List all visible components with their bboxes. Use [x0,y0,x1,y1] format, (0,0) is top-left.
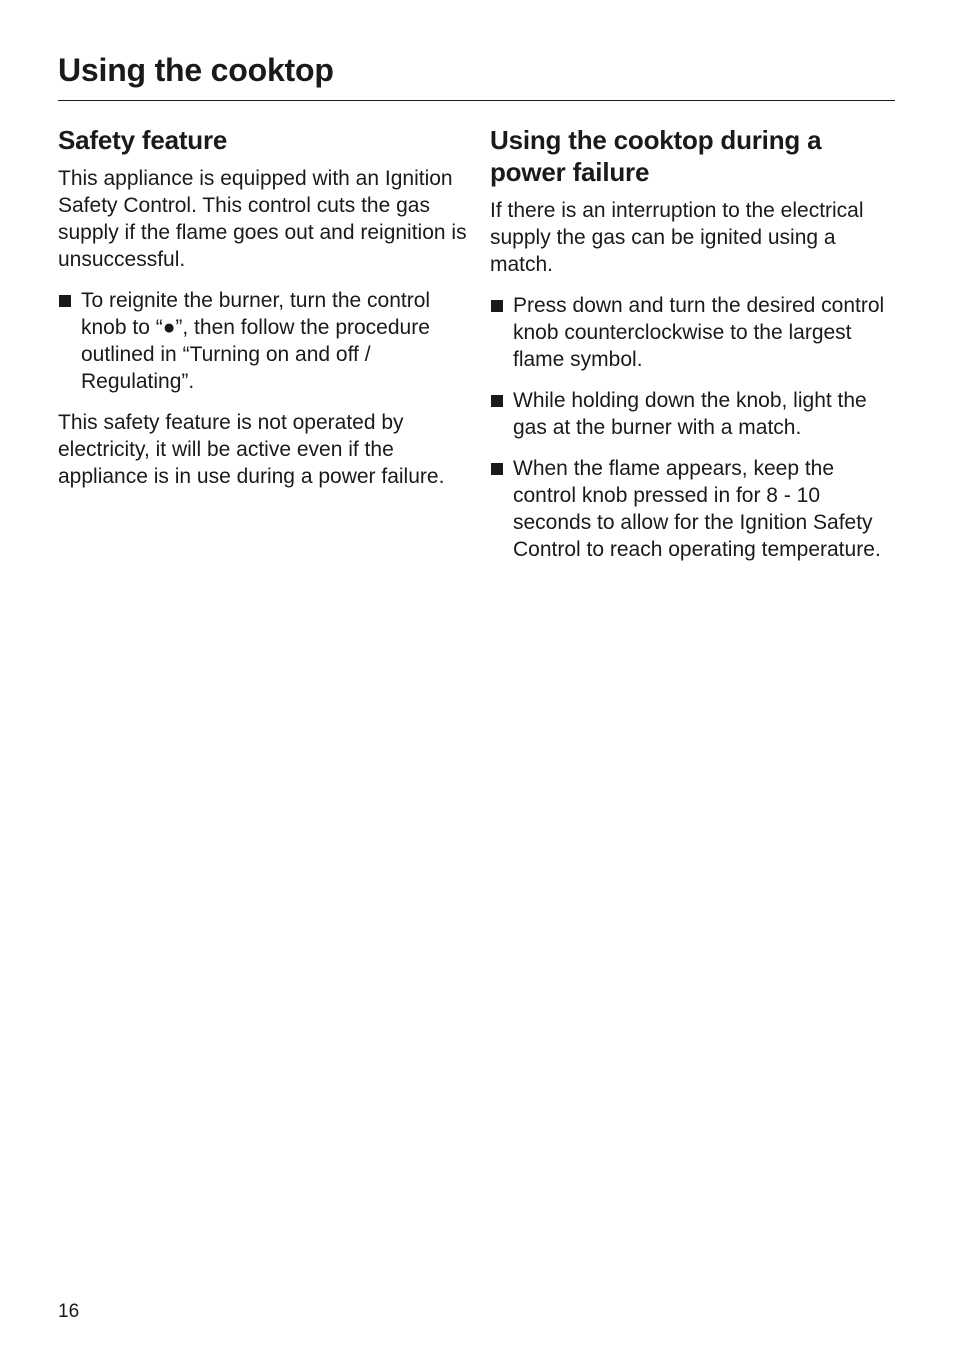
safety-feature-bullet-list [58,287,470,395]
bullet-text: While holding down the knob, light the gas at the burner with a match. [513,389,867,439]
title-divider [58,100,895,101]
bullet-item [490,292,900,373]
bullet-item [490,455,900,563]
page-title: Using the cooktop [58,52,334,88]
section-heading-safety-feature: Safety feature [58,125,228,155]
page-number: 16 [58,1301,80,1322]
bullet-item [490,387,900,441]
square-bullet-icon [491,300,503,312]
square-bullet-icon [59,295,71,307]
power-failure-bullet-list [490,292,900,563]
section-heading-power-failure: Using the cooktop during a power failure [490,125,822,187]
bullet-text: To reignite the burner, turn the control knob to “●”, then follow the procedure outlined in “Turning on and off / Regulating”. [81,289,431,393]
safety-feature-intro: This appliance is equipped with an Ignition Safety Control. This control cuts the gas supply if the flame goes out and reignition is unsuccessful. [58,167,467,271]
safety-feature-closing: This safety feature is not operated by electricity, it will be active even if the appliance is in use during a power failure. [58,411,445,488]
bullet-text: When the flame appears, keep the control knob pressed in for 8 - 10 seconds to allow for the Ignition Safety Control to reach operating temperature. [513,457,881,561]
power-failure-intro: If there is an interruption to the electrical supply the gas can be ignited using a match. [490,199,864,276]
square-bullet-icon [491,395,503,407]
power-failure-section [490,124,900,577]
safety-feature-section [58,124,470,504]
bullet-text: Press down and turn the desired control knob counterclockwise to the largest flame symbol. [513,294,885,371]
square-bullet-icon [491,463,503,475]
bullet-item [58,287,470,395]
